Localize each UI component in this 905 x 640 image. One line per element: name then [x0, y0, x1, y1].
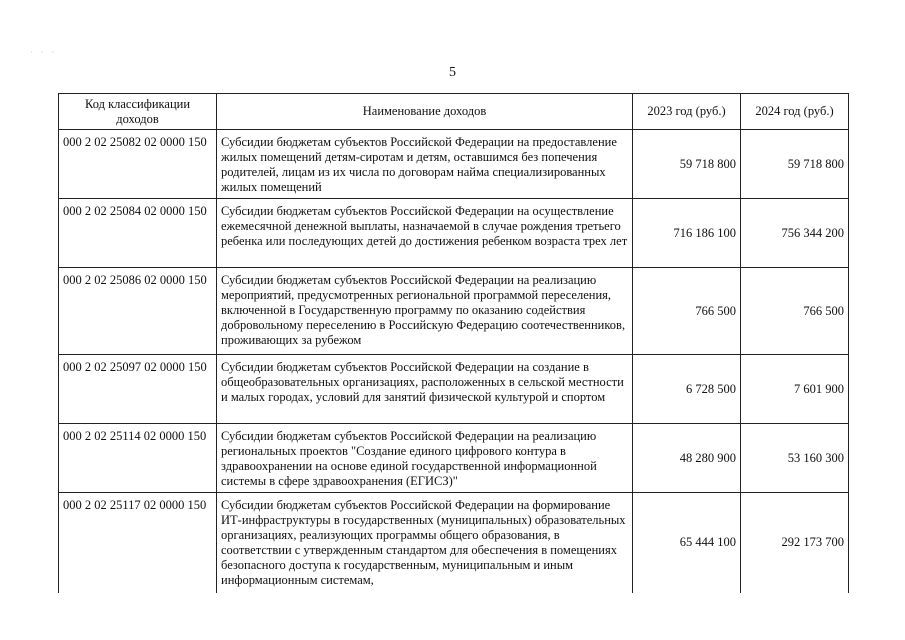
cell-code: 000 2 02 25097 02 0000 150 [59, 355, 217, 424]
cell-2024: 756 344 200 [741, 199, 849, 268]
header-code: Код классификации доходов [59, 94, 217, 130]
cell-code: 000 2 02 25114 02 0000 150 [59, 424, 217, 493]
cell-2023: 766 500 [633, 268, 741, 355]
table-row [59, 199, 849, 268]
cell-2024: 766 500 [741, 268, 849, 355]
cell-2023: 716 186 100 [633, 199, 741, 268]
table-header-row [59, 94, 849, 130]
table-row [59, 268, 849, 355]
income-table [58, 93, 849, 593]
header-name: Наименование доходов [217, 94, 633, 130]
cell-code: 000 2 02 25082 02 0000 150 [59, 130, 217, 199]
cell-name: Субсидии бюджетам субъектов Российской Федерации на осуществление ежемесячной денежной выплаты, назначаемой в случае рождения третьего ребенка или последующих детей до достижения ребенком возраста трех лет [217, 199, 633, 268]
table-row [59, 493, 849, 593]
cell-2024: 53 160 300 [741, 424, 849, 493]
cell-code: 000 2 02 25086 02 0000 150 [59, 268, 217, 355]
header-2024: 2024 год (руб.) [741, 94, 849, 130]
scan-artifact: · · · [30, 48, 57, 57]
cell-name: Субсидии бюджетам субъектов Российской Федерации на создание в общеобразовательных организациях, расположенных в сельской местности и малых городах, условий для занятий физической культурой и спортом [217, 355, 633, 424]
cell-2024: 292 173 700 [741, 493, 849, 593]
cell-name: Субсидии бюджетам субъектов Российской Федерации на формирование ИТ-инфраструктуры в государственных (муниципальных) образовательных организациях, реализующих программы общего образования, в соответствии с утвержденным стандартом для обеспечения в помещениях безопасного доступа к государственным, муниципальным и иным информационным системам, [217, 493, 633, 593]
header-2023: 2023 год (руб.) [633, 94, 741, 130]
cell-code: 000 2 02 25084 02 0000 150 [59, 199, 217, 268]
cell-2023: 65 444 100 [633, 493, 741, 593]
cell-2023: 48 280 900 [633, 424, 741, 493]
page-number: 5 [449, 65, 456, 80]
cell-code: 000 2 02 25117 02 0000 150 [59, 493, 217, 593]
table-row [59, 355, 849, 424]
cell-name: Субсидии бюджетам субъектов Российской Федерации на реализацию региональных проектов "Создание единого цифрового контура в здравоохранении на основе единой государственной информационной системы в сфере здравоохранения (ЕГИСЗ)" [217, 424, 633, 493]
cell-2024: 59 718 800 [741, 130, 849, 199]
cell-2023: 59 718 800 [633, 130, 741, 199]
cell-name: Субсидии бюджетам субъектов Российской Федерации на предоставление жилых помещений детям-сиротам и детям, оставшимся без попечения родителей, лицам из их числа по договорам найма специализированных жилых помещений [217, 130, 633, 199]
table-row [59, 130, 849, 199]
income-table-container [58, 93, 848, 593]
cell-name: Субсидии бюджетам субъектов Российской Федерации на реализацию мероприятий, предусмотренных региональной программой переселения, включенной в Государственную программу по оказанию содействия добровольному переселению в Российскую Федерацию соотечественников, проживающих за рубежом [217, 268, 633, 355]
cell-2024: 7 601 900 [741, 355, 849, 424]
table-row [59, 424, 849, 493]
cell-2023: 6 728 500 [633, 355, 741, 424]
